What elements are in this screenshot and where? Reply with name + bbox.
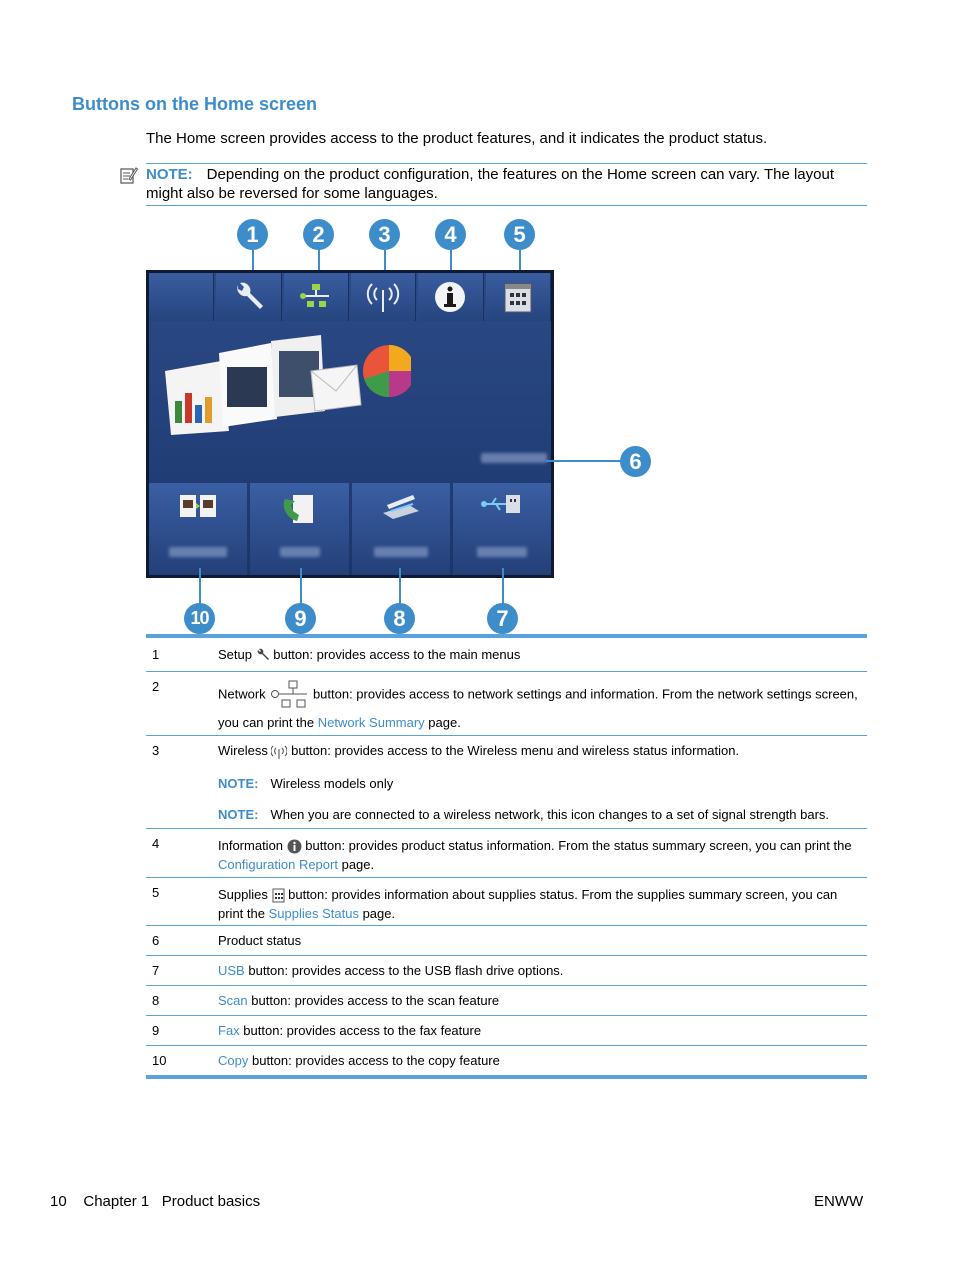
row-number: 5: [152, 885, 160, 900]
row-description: Network button: provides access to network settings and information. From the network settings screen, you can print the Network Summary page.: [218, 672, 867, 735]
chapter-label: Chapter 1: [83, 1193, 150, 1210]
callout-badge: 6: [620, 446, 651, 477]
chapter-title: Product basics: [161, 1193, 261, 1210]
copy-icon: [178, 491, 218, 521]
callout-badge: 9: [285, 603, 316, 634]
product-status-text: [481, 453, 547, 463]
callout-badge: 5: [504, 219, 535, 250]
table-row: [146, 829, 867, 878]
brochure-collage-image: [161, 331, 411, 441]
usb-label: [477, 547, 527, 557]
copy-label: [169, 547, 227, 557]
row-number: 1: [152, 647, 160, 662]
wrench-icon: [230, 279, 266, 315]
blank-tile: [149, 273, 214, 321]
row-number: 6: [152, 933, 160, 948]
wrench-icon: [256, 648, 270, 662]
row-description: Scan button: provides access to the scan feature: [218, 993, 500, 1008]
callout-leader: [199, 568, 201, 604]
fax-button[interactable]: [250, 483, 348, 575]
note-text: Depending on the product configuration, the features on the Home screen can vary. The layout might also be reversed for some languages.: [146, 166, 835, 202]
section-title: Buttons on the Home screen: [72, 94, 318, 114]
row-description: Fax button: provides access to the fax feature: [218, 1023, 482, 1038]
callout-badge: 4: [435, 219, 466, 250]
fax-icon: [279, 491, 319, 527]
note-label: NOTE:: [218, 806, 259, 822]
table-row: [146, 1016, 867, 1046]
row-number: 8: [152, 993, 160, 1008]
wireless-icon: [271, 745, 287, 759]
table-row: [146, 956, 867, 986]
network-icon: [297, 282, 335, 312]
scan-icon: [379, 491, 423, 523]
row-number: 9: [152, 1023, 160, 1038]
supplies-icon: [502, 280, 534, 314]
callout-badge: 1: [237, 219, 268, 250]
table-row: [146, 638, 867, 672]
note-box: [146, 163, 867, 206]
callout-badge: 2: [303, 219, 334, 250]
footer-left: [50, 1193, 260, 1210]
callout-badge: 7: [487, 603, 518, 634]
row-description: USB button: provides access to the USB flash drive options.: [218, 963, 564, 978]
page-number: 10: [50, 1193, 67, 1210]
row-description: Copy button: provides access to the copy feature: [218, 1053, 500, 1068]
callout-legend-table: [146, 634, 867, 1079]
fax-link[interactable]: Fax: [218, 1023, 240, 1038]
copy-button[interactable]: [149, 483, 247, 575]
information-button[interactable]: [418, 273, 483, 321]
usb-icon: [480, 491, 524, 517]
row-number: 4: [152, 836, 160, 851]
row-description: Wireless button: provides access to the Wireless menu and wireless status information. NOTE: Wireless models only NOTE: When you are connected to a wireless network, this icon changes to a set of signal strength bars.: [218, 743, 830, 822]
row-description: Product status: [218, 933, 302, 948]
row-number: 7: [152, 963, 160, 978]
footer-right: ENWW: [814, 1193, 864, 1210]
scan-button[interactable]: [352, 483, 450, 575]
wireless-icon: [365, 280, 401, 314]
scan-link[interactable]: Scan: [218, 993, 248, 1008]
callout-leader: [399, 568, 401, 604]
usb-button[interactable]: [453, 483, 551, 575]
note-label: NOTE:: [146, 166, 193, 183]
intro-paragraph: The Home screen provides access to the product features, and it indicates the product status.: [146, 130, 768, 147]
supplies-icon: [272, 888, 285, 903]
note-label: NOTE:: [218, 775, 259, 791]
scan-label: [374, 547, 428, 557]
copy-link[interactable]: Copy: [218, 1053, 249, 1068]
table-row: [146, 736, 867, 829]
network-button[interactable]: [284, 273, 349, 321]
wireless-button[interactable]: [351, 273, 416, 321]
table-row: [146, 926, 867, 956]
network-summary-link[interactable]: Network Summary: [317, 715, 425, 730]
table-row: [146, 878, 867, 926]
callout-leader: [546, 460, 622, 462]
callout-leader: [300, 568, 302, 604]
info-icon: [287, 839, 302, 854]
supplies-button[interactable]: [486, 273, 551, 321]
configuration-report-link[interactable]: Configuration Report: [218, 857, 338, 872]
network-icon: [269, 680, 309, 710]
callout-badge: 10: [184, 603, 215, 634]
supplies-status-link[interactable]: Supplies Status: [268, 906, 359, 921]
callout-badge: 8: [384, 603, 415, 634]
usb-link[interactable]: USB: [218, 963, 245, 978]
row-number: 2: [152, 679, 160, 694]
row-description: Supplies button: provides information about supplies status. From the supplies summary screen, you can print the Supplies Status page.: [218, 887, 838, 921]
row-number: 3: [152, 743, 160, 758]
callout-badge: 3: [369, 219, 400, 250]
note-icon: [120, 166, 138, 184]
info-icon: [433, 280, 467, 314]
table-row: [146, 1046, 867, 1075]
callout-leader: [502, 568, 504, 604]
row-description: Setup button: provides access to the main menus: [218, 646, 521, 662]
setup-button[interactable]: [216, 273, 281, 321]
table-row: [146, 986, 867, 1016]
fax-label: [280, 547, 320, 557]
row-description: Information button: provides product status information. From the status summary screen, you can print the Configuration Report page.: [218, 838, 852, 872]
table-row: [146, 672, 867, 736]
row-number: 10: [152, 1053, 167, 1068]
home-screen-image: [146, 270, 554, 578]
